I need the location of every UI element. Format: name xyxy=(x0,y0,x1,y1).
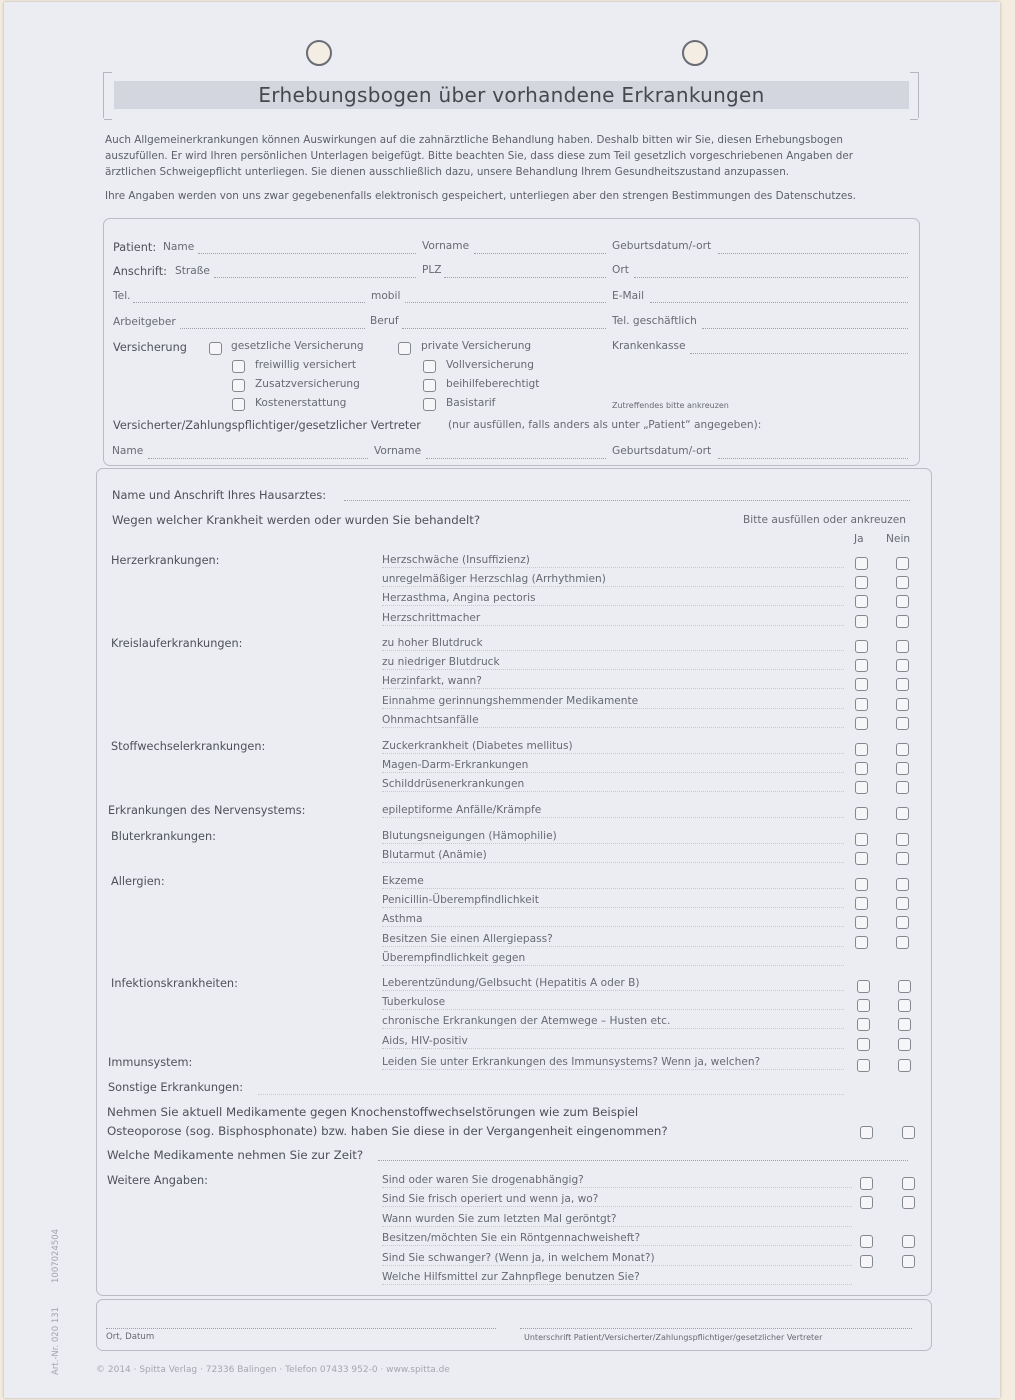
condition-nein-checkbox[interactable] xyxy=(896,640,909,653)
knochen-ja-checkbox[interactable] xyxy=(860,1126,873,1139)
condition-field[interactable] xyxy=(382,946,844,947)
condition-field[interactable] xyxy=(382,708,844,709)
vertreter-name-field[interactable] xyxy=(148,458,368,459)
krankenkasse-field[interactable] xyxy=(690,353,908,354)
condition-label: Blutarmut (Anämie) xyxy=(382,849,487,862)
condition-label: zu niedriger Blutdruck xyxy=(382,656,500,669)
condition-ja-checkbox[interactable] xyxy=(857,1059,870,1072)
hausarzt-field[interactable] xyxy=(344,500,910,501)
tel-geschaeftlich-label: Tel. geschäftlich xyxy=(612,315,697,327)
condition-nein-checkbox[interactable] xyxy=(896,897,909,910)
weitere-nein-checkbox[interactable] xyxy=(902,1235,915,1248)
condition-field[interactable] xyxy=(382,625,844,626)
condition-ja-checkbox[interactable] xyxy=(855,698,868,711)
name-field[interactable] xyxy=(198,253,416,254)
tel-field[interactable] xyxy=(133,302,365,303)
ort-field[interactable] xyxy=(634,277,908,278)
category-label: Stoffwechselerkrankungen: xyxy=(111,740,266,753)
versicherung-label: Versicherung xyxy=(113,341,187,354)
category-label: Sonstige Erkrankungen: xyxy=(108,1081,244,1094)
vertreter-vorname-field[interactable] xyxy=(426,458,606,459)
nein-header: Nein xyxy=(886,533,911,545)
condition-nein-checkbox[interactable] xyxy=(896,878,909,891)
condition-nein-checkbox[interactable] xyxy=(896,557,909,570)
email-field[interactable] xyxy=(650,302,908,303)
category-label: Erkrankungen des Nervensystems: xyxy=(108,804,306,817)
vorname-label: Vorname xyxy=(422,240,470,252)
category-label: Infektionskrankheiten: xyxy=(111,977,238,990)
mobil-label: mobil xyxy=(371,290,401,302)
name-label: Name xyxy=(163,241,195,253)
condition-nein-checkbox[interactable] xyxy=(898,1059,911,1072)
condition-field[interactable] xyxy=(382,650,844,651)
strasse-label: Straße xyxy=(175,265,210,277)
weitere-field[interactable] xyxy=(382,1226,852,1227)
condition-ja-checkbox[interactable] xyxy=(855,833,868,846)
beihilfe-label: beihilfeberechtigt xyxy=(446,378,540,390)
anschrift-label: Anschrift: xyxy=(113,265,167,278)
weitere-ja-checkbox[interactable] xyxy=(860,1235,873,1248)
freiwillig-checkbox[interactable] xyxy=(232,360,245,373)
privat-checkbox[interactable] xyxy=(398,342,411,355)
condition-field[interactable] xyxy=(382,862,844,863)
page-title: Erhebungsbogen über vorhandene Erkrankungen xyxy=(114,81,909,109)
condition-nein-checkbox[interactable] xyxy=(896,698,909,711)
condition-label: Ohnmachtsanfälle xyxy=(382,713,479,726)
condition-label: chronische Erkrankungen der Atemwege – Husten etc. xyxy=(382,1015,671,1028)
condition-field[interactable] xyxy=(382,567,844,568)
signature-label: Unterschrift Patient/Versicherter/Zahlungspflichtiger/gesetzlicher Vertreter xyxy=(524,1333,823,1342)
condition-label: Einnahme gerinnungshemmender Medikamente xyxy=(382,694,639,707)
ort-label: Ort xyxy=(612,264,629,276)
condition-label: Besitzen Sie einen Allergiepass? xyxy=(382,932,553,945)
vertreter-note: (nur ausfüllen, falls anders als unter „Patient“ angegeben): xyxy=(448,419,762,431)
condition-field[interactable] xyxy=(382,669,844,670)
vertreter-label: Versicherter/Zahlungspflichtiger/gesetzlicher Vertreter xyxy=(113,419,421,432)
plz-field[interactable] xyxy=(444,277,606,278)
condition-field[interactable] xyxy=(382,727,844,728)
knochen-nein-checkbox[interactable] xyxy=(902,1126,915,1139)
zusatz-label: Zusatzversicherung xyxy=(255,378,360,390)
condition-nein-checkbox[interactable] xyxy=(898,999,911,1012)
kostenerstattung-checkbox[interactable] xyxy=(232,398,245,411)
condition-nein-checkbox[interactable] xyxy=(896,678,909,691)
category-label: Allergien: xyxy=(111,875,165,888)
condition-label: Schilddrüsenerkrankungen xyxy=(382,778,525,791)
hausarzt-label: Name und Anschrift Ihres Hausarztes: xyxy=(112,489,327,502)
category-label: Immunsystem: xyxy=(108,1056,193,1069)
knochen-question-line2: Osteoporose (sog. Bisphosphonate) bzw. haben Sie diese in der Vergangenheit eingenommen? xyxy=(107,1124,668,1138)
condition-ja-checkbox[interactable] xyxy=(857,1018,870,1031)
condition-ja-checkbox[interactable] xyxy=(855,852,868,865)
condition-ja-checkbox[interactable] xyxy=(855,878,868,891)
arbeitgeber-field[interactable] xyxy=(180,328,365,329)
condition-label: Leiden Sie unter Erkrankungen des Immunsystems? Wenn ja, welchen? xyxy=(382,1056,761,1068)
condition-field[interactable] xyxy=(382,605,844,606)
condition-label: Zuckerkrankheit (Diabetes mellitus) xyxy=(382,740,573,752)
condition-field[interactable] xyxy=(382,688,844,689)
condition-ja-checkbox[interactable] xyxy=(855,615,868,628)
weitere-nein-checkbox[interactable] xyxy=(902,1177,915,1190)
zutreffendes-hint: Zutreffendes bitte ankreuzen xyxy=(612,401,729,410)
condition-nein-checkbox[interactable] xyxy=(896,595,909,608)
zusatz-checkbox[interactable] xyxy=(232,379,245,392)
condition-nein-checkbox[interactable] xyxy=(896,762,909,775)
condition-label: epileptiforme Anfälle/Krämpfe xyxy=(382,804,542,816)
weitere-label-item: Sind Sie schwanger? (Wenn ja, in welchem Monat?) xyxy=(382,1251,655,1264)
condition-ja-checkbox[interactable] xyxy=(855,807,868,820)
article-number: Art.-Nr. 020 131 xyxy=(51,1306,61,1375)
condition-label: Tuberkulose xyxy=(382,996,446,1009)
email-label: E-Mail xyxy=(612,290,645,302)
geburtsdatum-field[interactable] xyxy=(718,253,908,254)
medikamente-question: Welche Medikamente nehmen Sie zur Zeit? xyxy=(107,1148,364,1162)
weitere-label-item: Sind oder waren Sie drogenabhängig? xyxy=(382,1174,584,1186)
weitere-label-item: Wann wurden Sie zum letzten Mal geröntgt? xyxy=(382,1212,617,1225)
condition-ja-checkbox[interactable] xyxy=(855,916,868,929)
gesetzlich-checkbox[interactable] xyxy=(209,342,222,355)
category-label: Kreislauferkrankungen: xyxy=(111,637,243,650)
beihilfe-checkbox[interactable] xyxy=(423,379,436,392)
fill-hint: Bitte ausfüllen oder ankreuzen xyxy=(743,514,906,526)
weitere-field[interactable] xyxy=(382,1187,852,1188)
vertreter-name-label: Name xyxy=(112,445,144,457)
condition-ja-checkbox[interactable] xyxy=(857,999,870,1012)
condition-label: Herzschrittmacher xyxy=(382,611,481,624)
condition-ja-checkbox[interactable] xyxy=(855,743,868,756)
condition-label: Aids, HIV-positiv xyxy=(382,1034,468,1047)
condition-field[interactable] xyxy=(382,586,844,587)
condition-field[interactable] xyxy=(382,753,844,754)
weitere-field[interactable] xyxy=(382,1206,852,1207)
condition-ja-checkbox[interactable] xyxy=(857,980,870,993)
condition-nein-checkbox[interactable] xyxy=(896,936,909,949)
ja-header: Ja xyxy=(854,533,864,545)
arbeitgeber-label: Arbeitgeber xyxy=(113,316,176,328)
condition-label: Herzinfarkt, wann? xyxy=(382,675,482,688)
category-label: Herzerkrankungen: xyxy=(111,554,220,567)
condition-label: Asthma xyxy=(382,913,423,926)
condition-ja-checkbox[interactable] xyxy=(855,557,868,570)
weitere-label-item: Sind Sie frisch operiert und wenn ja, wo? xyxy=(382,1193,599,1206)
condition-nein-checkbox[interactable] xyxy=(896,615,909,628)
condition-ja-checkbox[interactable] xyxy=(855,897,868,910)
vertreter-geburt-field[interactable] xyxy=(718,458,908,459)
condition-label: zu hoher Blutdruck xyxy=(382,637,483,649)
weitere-field[interactable] xyxy=(382,1284,852,1285)
article-code: 1007024504 xyxy=(51,1228,61,1283)
condition-ja-checkbox[interactable] xyxy=(855,678,868,691)
weitere-field[interactable] xyxy=(382,1245,852,1246)
weitere-nein-checkbox[interactable] xyxy=(902,1255,915,1268)
condition-nein-checkbox[interactable] xyxy=(896,852,909,865)
plz-label: PLZ xyxy=(422,264,442,276)
condition-ja-checkbox[interactable] xyxy=(855,781,868,794)
condition-ja-checkbox[interactable] xyxy=(855,659,868,672)
ort-datum-field[interactable] xyxy=(106,1328,496,1329)
condition-field[interactable] xyxy=(382,926,844,927)
knochen-question-line1: Nehmen Sie aktuell Medikamente gegen Knochenstoffwechselstörungen wie zum Beispiel xyxy=(107,1105,639,1119)
condition-nein-checkbox[interactable] xyxy=(896,576,909,589)
weitere-ja-checkbox[interactable] xyxy=(860,1196,873,1209)
punch-hole-right-icon xyxy=(682,40,708,66)
condition-label: Herzschwäche (Insuffizienz) xyxy=(382,554,530,566)
intro-paragraph: Auch Allgemeinerkrankungen können Auswirkungen auf die zahnärztliche Behandlung haben. Deshalb bitten wir Sie, diesen Erhebungsbogen auszufüllen. Er wird Ihren persönlichen Unterlagen beigefügt. Bitte beachten Sie, dass diese zum Teil gesetzlich vorgeschriebenen Angaben der ärztlichen Schweigepflicht unterliegen. Sie dienen ausschließlich dazu, unsere Behandlung Ihrem Gesundheitszustand anzupassen. xyxy=(105,134,854,178)
condition-field[interactable] xyxy=(382,888,844,889)
privat-label: private Versicherung xyxy=(421,340,532,352)
condition-field[interactable] xyxy=(382,817,844,818)
condition-nein-checkbox[interactable] xyxy=(896,807,909,820)
vorname-field[interactable] xyxy=(474,253,606,254)
punch-hole-left-icon xyxy=(306,40,332,66)
condition-field[interactable] xyxy=(382,965,844,966)
vertreter-vorname-label: Vorname xyxy=(374,445,422,457)
sonstige-field[interactable] xyxy=(258,1094,844,1095)
condition-nein-checkbox[interactable] xyxy=(896,916,909,929)
condition-label: Blutungsneigungen (Hämophilie) xyxy=(382,830,557,842)
condition-field[interactable] xyxy=(382,990,844,991)
condition-field[interactable] xyxy=(382,843,844,844)
condition-field[interactable] xyxy=(382,1009,844,1010)
condition-ja-checkbox[interactable] xyxy=(855,762,868,775)
tel-geschaeftlich-field[interactable] xyxy=(702,328,908,329)
condition-field[interactable] xyxy=(382,772,844,773)
condition-nein-checkbox[interactable] xyxy=(896,743,909,756)
beruf-label: Beruf xyxy=(370,315,399,327)
tel-label: Tel. xyxy=(113,290,131,302)
condition-field[interactable] xyxy=(382,791,844,792)
patient-label: Patient: xyxy=(113,241,157,254)
category-label: Bluterkrankungen: xyxy=(111,830,216,843)
weitere-ja-checkbox[interactable] xyxy=(860,1177,873,1190)
condition-nein-checkbox[interactable] xyxy=(896,833,909,846)
condition-label: Ekzeme xyxy=(382,875,424,887)
weitere-nein-checkbox[interactable] xyxy=(902,1196,915,1209)
condition-label: Penicillin-Überempfindlichkeit xyxy=(382,894,539,907)
medikamente-field[interactable] xyxy=(378,1160,908,1161)
condition-ja-checkbox[interactable] xyxy=(855,936,868,949)
weitere-ja-checkbox[interactable] xyxy=(860,1255,873,1268)
condition-nein-checkbox[interactable] xyxy=(898,1018,911,1031)
condition-nein-checkbox[interactable] xyxy=(896,717,909,730)
condition-nein-checkbox[interactable] xyxy=(896,659,909,672)
basis-checkbox[interactable] xyxy=(423,398,436,411)
condition-ja-checkbox[interactable] xyxy=(855,717,868,730)
geburtsdatum-label: Geburtsdatum/-ort xyxy=(612,240,712,252)
condition-field[interactable] xyxy=(382,1028,844,1029)
voll-checkbox[interactable] xyxy=(423,360,436,373)
beruf-field[interactable] xyxy=(402,328,606,329)
krankheit-question: Wegen welcher Krankheit werden oder wurden Sie behandelt? xyxy=(112,513,481,527)
condition-nein-checkbox[interactable] xyxy=(898,1038,911,1051)
condition-nein-checkbox[interactable] xyxy=(896,781,909,794)
weitere-label: Weitere Angaben: xyxy=(107,1174,208,1187)
kostenerstattung-label: Kostenerstattung xyxy=(255,397,347,409)
ort-datum-label: Ort, Datum xyxy=(106,1332,155,1342)
condition-label: unregelmäßiger Herzschlag (Arrhythmien) xyxy=(382,573,606,586)
condition-field[interactable] xyxy=(382,1048,844,1049)
privacy-paragraph: Ihre Angaben werden von uns zwar gegebenenfalls elektronisch gespeichert, unterliegen aber den strengen Bestimmungen des Datenschutzes. xyxy=(105,190,856,202)
condition-ja-checkbox[interactable] xyxy=(855,640,868,653)
condition-ja-checkbox[interactable] xyxy=(855,595,868,608)
strasse-field[interactable] xyxy=(214,277,416,278)
voll-label: Vollversicherung xyxy=(446,359,534,371)
condition-field[interactable] xyxy=(382,1069,844,1070)
condition-label: Herzasthma, Angina pectoris xyxy=(382,592,536,605)
weitere-label-item: Welche Hilfsmittel zur Zahnpflege benutzen Sie? xyxy=(382,1271,640,1283)
krankenkasse-label: Krankenkasse xyxy=(612,340,686,352)
freiwillig-label: freiwillig versichert xyxy=(255,359,357,371)
copyright-footer: © 2014 · Spitta Verlag · 72336 Balingen · Telefon 07433 952-0 · www.spitta.de xyxy=(96,1365,450,1375)
condition-field[interactable] xyxy=(382,907,844,908)
condition-label: Leberentzündung/Gelbsucht (Hepatitis A oder B) xyxy=(382,977,640,989)
condition-label: Magen-Darm-Erkrankungen xyxy=(382,759,529,772)
vertreter-geburt-label: Geburtsdatum/-ort xyxy=(612,445,712,457)
signature-field[interactable] xyxy=(520,1328,912,1329)
mobil-field[interactable] xyxy=(405,302,606,303)
condition-ja-checkbox[interactable] xyxy=(857,1038,870,1051)
condition-ja-checkbox[interactable] xyxy=(855,576,868,589)
gesetzlich-label: gesetzliche Versicherung xyxy=(231,340,364,352)
condition-label: Überempfindlichkeit gegen xyxy=(382,951,526,964)
signature-section xyxy=(96,1299,932,1351)
basis-label: Basistarif xyxy=(446,397,496,409)
condition-nein-checkbox[interactable] xyxy=(898,980,911,993)
weitere-field[interactable] xyxy=(382,1265,852,1266)
weitere-label-item: Besitzen/möchten Sie ein Röntgennachweisheft? xyxy=(382,1232,641,1245)
